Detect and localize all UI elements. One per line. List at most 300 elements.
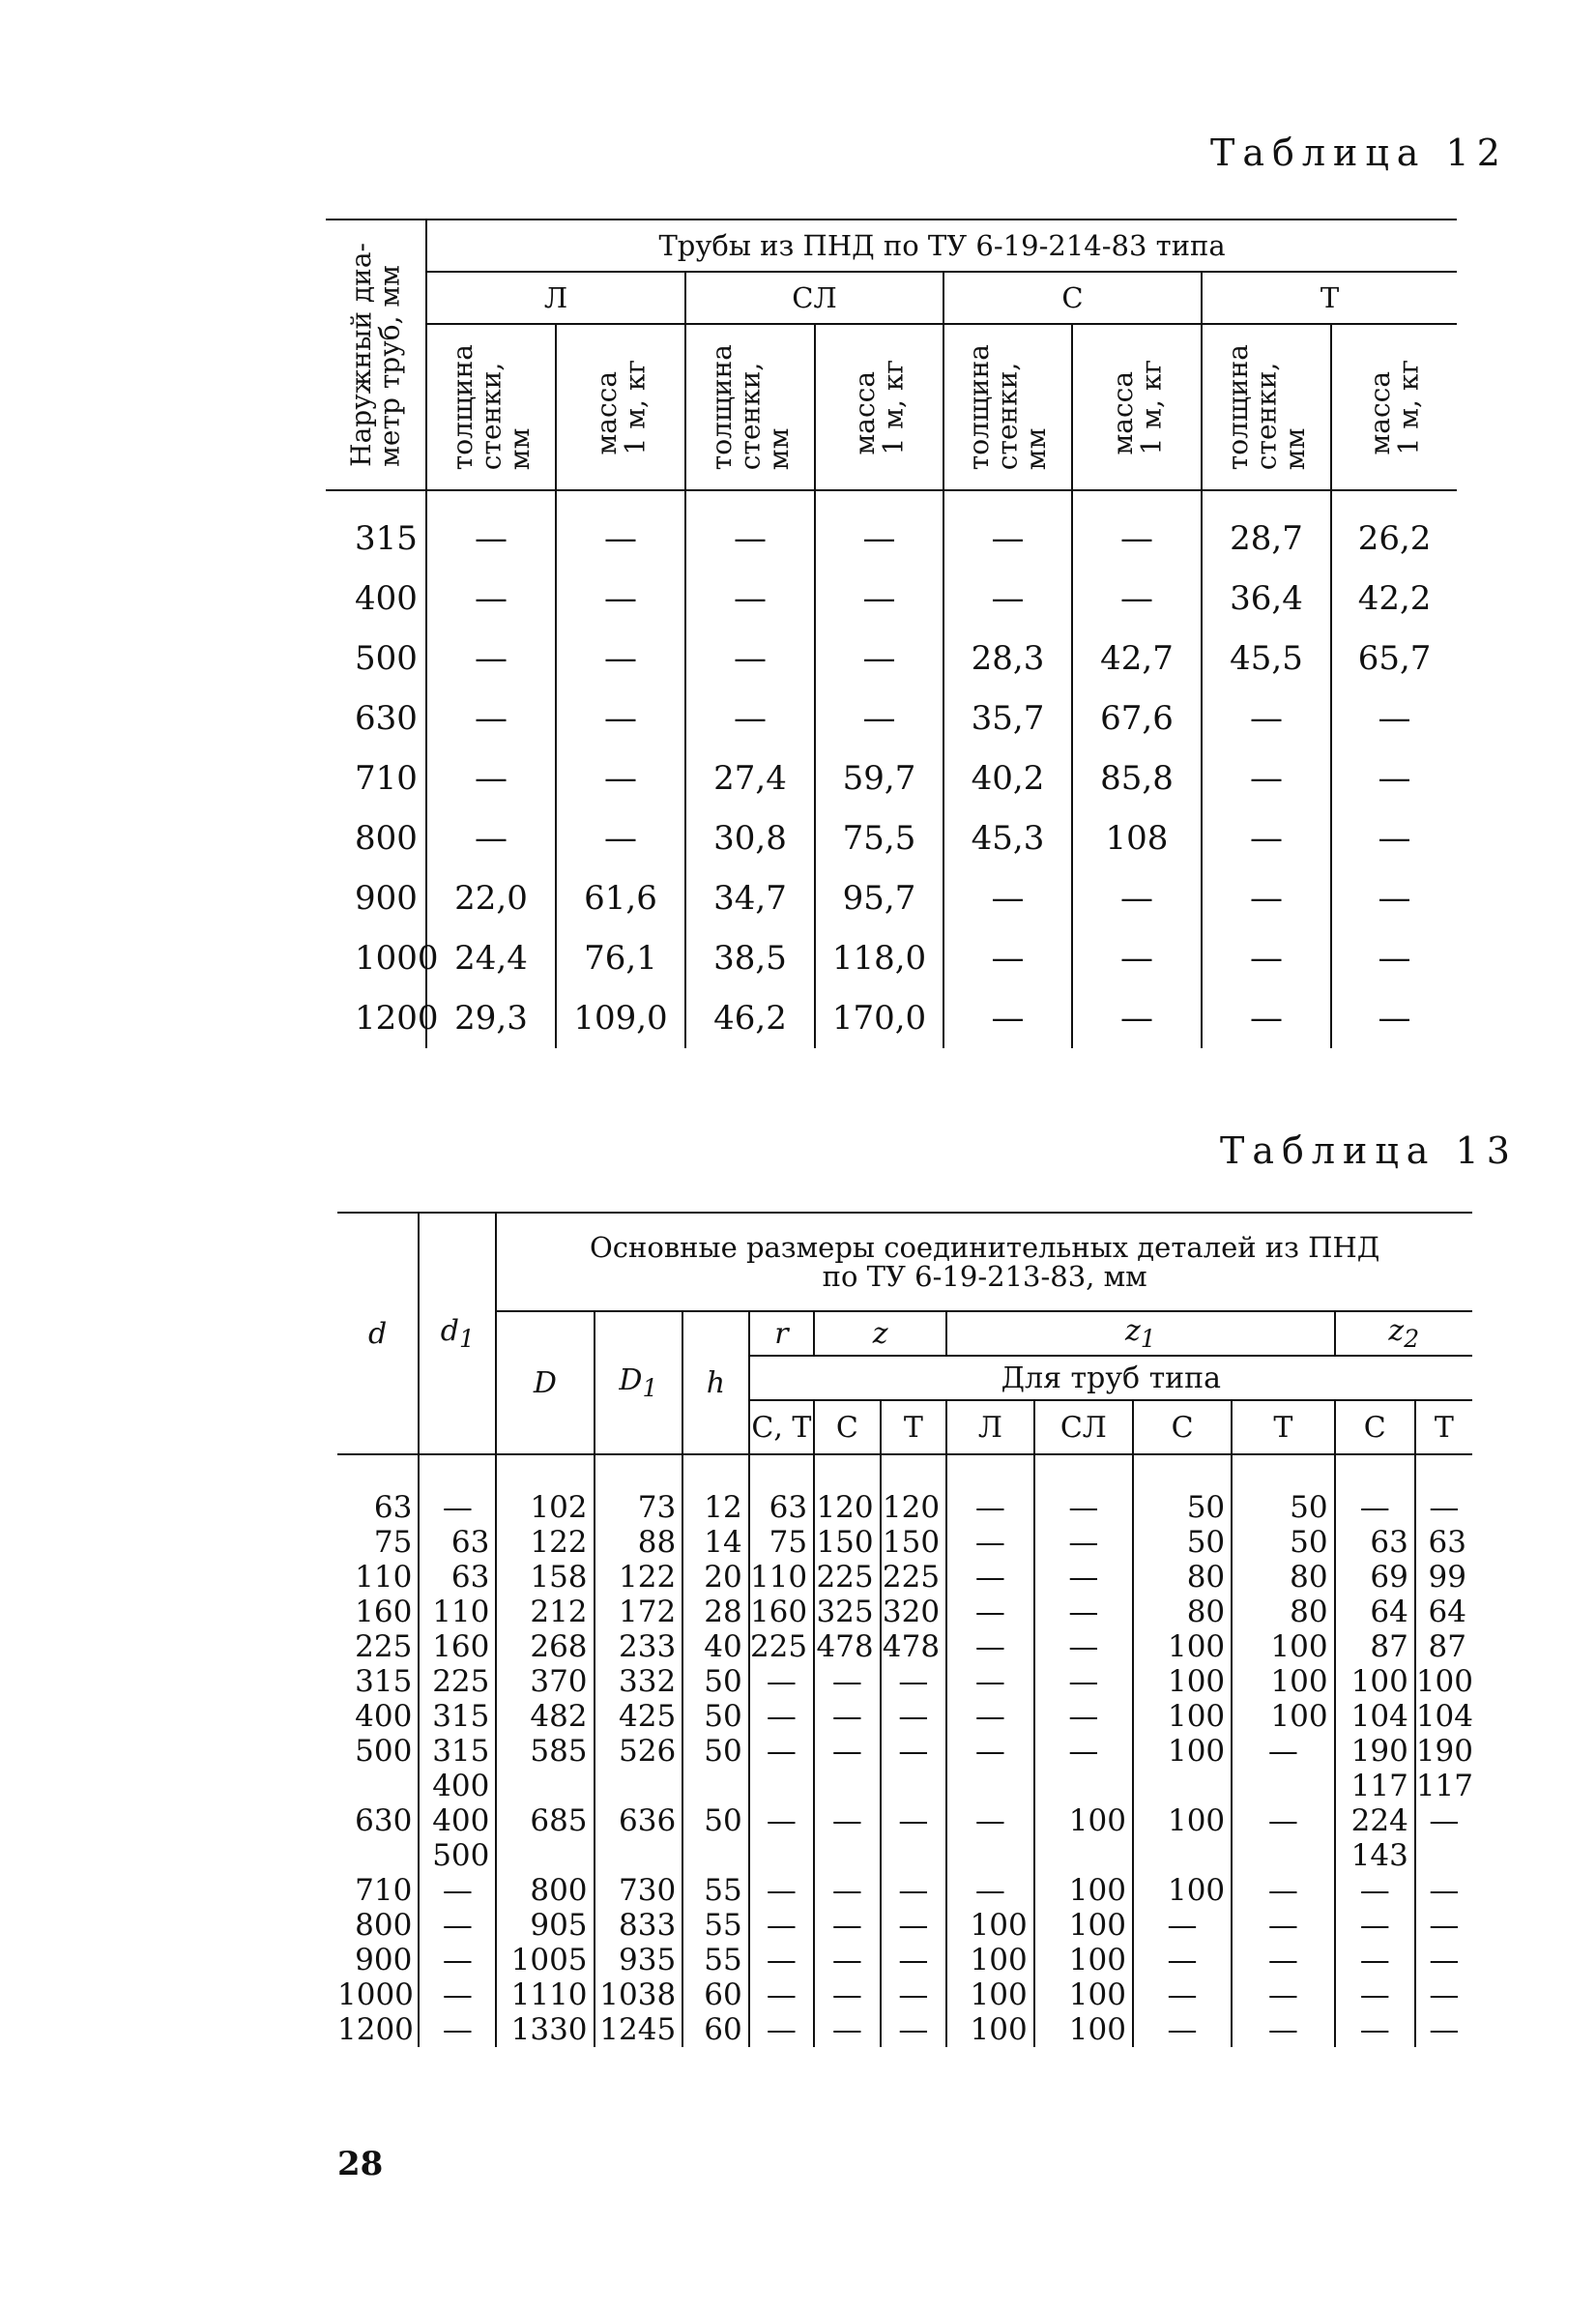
table-row bbox=[326, 928, 1457, 988]
diameter-cell: 315 bbox=[355, 1664, 413, 1699]
value-cell: — bbox=[1034, 1525, 1133, 1560]
value-cell: — bbox=[1072, 928, 1202, 988]
value-cell: — bbox=[943, 868, 1072, 928]
value-cell: 320 bbox=[881, 1595, 946, 1629]
table-row bbox=[337, 1803, 1472, 1838]
col-h-header: h bbox=[682, 1311, 748, 1454]
value-cell: — bbox=[814, 1977, 880, 2012]
col-D1-header: $D_1$ bbox=[595, 1311, 683, 1454]
diameter-cell: 800 bbox=[355, 1908, 413, 1943]
value-cell: — bbox=[943, 928, 1072, 988]
value-cell: 478 bbox=[814, 1629, 880, 1664]
value-cell: 636 bbox=[595, 1803, 683, 1838]
value-cell bbox=[814, 1838, 880, 1873]
value-cell: — bbox=[749, 1873, 814, 1908]
value-cell: 400 bbox=[419, 1803, 496, 1838]
value-cell: 50 bbox=[682, 1803, 748, 1838]
value-cell: — bbox=[943, 569, 1072, 629]
value-cell: — bbox=[1072, 868, 1202, 928]
value-cell: 104 bbox=[1415, 1699, 1473, 1734]
value-cell: 224 bbox=[1335, 1803, 1415, 1838]
diameter-cell: 1200 bbox=[337, 2012, 414, 2047]
value-cell: 100 bbox=[946, 1908, 1034, 1943]
value-cell: — bbox=[1034, 1595, 1133, 1629]
value-cell: 325 bbox=[814, 1595, 880, 1629]
value-cell: — bbox=[1072, 490, 1202, 569]
value-cell: — bbox=[1415, 2012, 1472, 2047]
value-cell: 42,7 bbox=[1072, 629, 1202, 688]
value-cell: — bbox=[556, 629, 685, 688]
table-row bbox=[337, 1838, 1472, 1873]
value-cell: 100 bbox=[1232, 1699, 1334, 1734]
value-cell: 46,2 bbox=[685, 988, 815, 1048]
col-z2-header: $z_2$ bbox=[1335, 1311, 1472, 1356]
value-cell: 100 bbox=[1034, 2012, 1133, 2047]
value-cell: 332 bbox=[595, 1664, 683, 1699]
table-row bbox=[337, 1977, 1472, 2012]
value-cell: 100 bbox=[1034, 1943, 1133, 1977]
table13-caption: Таблица 13 bbox=[1220, 1129, 1518, 1172]
wall-thickness-header: толщина стенки, мм bbox=[1221, 343, 1311, 471]
value-cell: 100 bbox=[1133, 1629, 1232, 1664]
value-cell: — bbox=[815, 688, 943, 748]
col-D-header: D bbox=[496, 1311, 594, 1454]
value-cell: 45,5 bbox=[1202, 629, 1331, 688]
value-cell: 61,6 bbox=[556, 868, 685, 928]
value-cell: — bbox=[685, 490, 815, 569]
value-cell: — bbox=[749, 1664, 814, 1699]
value-cell: — bbox=[1415, 1873, 1472, 1908]
value-cell: 14 bbox=[682, 1525, 748, 1560]
value-cell: 40,2 bbox=[943, 748, 1072, 808]
value-cell: 40 bbox=[682, 1629, 748, 1664]
pipe-type-header: С, Т bbox=[749, 1400, 814, 1454]
value-cell: 170,0 bbox=[815, 988, 943, 1048]
diameter-cell: 800 bbox=[355, 819, 418, 858]
value-cell: — bbox=[881, 1699, 946, 1734]
value-cell: — bbox=[426, 490, 556, 569]
value-cell: 585 bbox=[496, 1734, 594, 1769]
value-cell: 100 bbox=[1133, 1699, 1232, 1734]
value-cell: — bbox=[1415, 1803, 1472, 1838]
value-cell: 73 bbox=[595, 1454, 683, 1525]
value-cell: 100 bbox=[1232, 1629, 1334, 1664]
value-cell: 150 bbox=[814, 1525, 880, 1560]
value-cell: — bbox=[426, 569, 556, 629]
value-cell: 100 bbox=[1133, 1734, 1232, 1769]
diameter-cell: 160 bbox=[355, 1595, 413, 1629]
col-d-header: d bbox=[368, 1316, 388, 1351]
value-cell: — bbox=[749, 1943, 814, 1977]
value-cell: 212 bbox=[496, 1595, 594, 1629]
value-cell: 104 bbox=[1335, 1699, 1415, 1734]
table-row bbox=[337, 1769, 1472, 1803]
value-cell: 28 bbox=[682, 1595, 748, 1629]
value-cell: 69 bbox=[1335, 1560, 1415, 1595]
value-cell: 118,0 bbox=[815, 928, 943, 988]
type-header-SL: СЛ bbox=[685, 272, 943, 324]
diameter-header: Наружный диа- метр труб, мм bbox=[345, 243, 406, 467]
value-cell: — bbox=[1331, 808, 1457, 868]
value-cell: — bbox=[943, 988, 1072, 1048]
value-cell: 102 bbox=[496, 1454, 594, 1525]
value-cell: — bbox=[1034, 1454, 1133, 1525]
value-cell: — bbox=[1331, 868, 1457, 928]
value-cell: 110 bbox=[749, 1560, 814, 1595]
value-cell: — bbox=[419, 2012, 496, 2047]
value-cell: 100 bbox=[1232, 1664, 1334, 1699]
value-cell bbox=[881, 1838, 946, 1873]
wall-thickness-header: толщина стенки, мм bbox=[705, 343, 795, 471]
value-cell: — bbox=[1232, 1977, 1334, 2012]
value-cell: 100 bbox=[1133, 1664, 1232, 1699]
diameter-cell: 630 bbox=[355, 699, 418, 738]
diameter-cell: 710 bbox=[355, 759, 418, 798]
value-cell: 109,0 bbox=[556, 988, 685, 1048]
value-cell: 28,3 bbox=[943, 629, 1072, 688]
value-cell: 100 bbox=[1034, 1977, 1133, 2012]
value-cell: — bbox=[1335, 1454, 1415, 1525]
value-cell: 143 bbox=[1335, 1838, 1415, 1873]
value-cell: — bbox=[1232, 1873, 1334, 1908]
table-row bbox=[337, 1525, 1472, 1560]
value-cell: — bbox=[749, 1977, 814, 2012]
value-cell: 55 bbox=[682, 1943, 748, 1977]
value-cell bbox=[1133, 1838, 1232, 1873]
table-row bbox=[337, 1699, 1472, 1734]
value-cell: — bbox=[1034, 1629, 1133, 1664]
table-row bbox=[337, 1595, 1472, 1629]
value-cell: 233 bbox=[595, 1629, 683, 1664]
value-cell: — bbox=[1335, 1943, 1415, 1977]
value-cell: — bbox=[1415, 1943, 1472, 1977]
value-cell: — bbox=[1202, 928, 1331, 988]
value-cell: 478 bbox=[881, 1629, 946, 1664]
value-cell: 87 bbox=[1415, 1629, 1472, 1664]
value-cell: 85,8 bbox=[1072, 748, 1202, 808]
value-cell: 75 bbox=[749, 1525, 814, 1560]
pipe-type-header: Т bbox=[1232, 1400, 1334, 1454]
value-cell: 95,7 bbox=[815, 868, 943, 928]
value-cell: 80 bbox=[1133, 1560, 1232, 1595]
value-cell: — bbox=[1072, 569, 1202, 629]
value-cell: 110 bbox=[419, 1595, 496, 1629]
value-cell: — bbox=[419, 1873, 496, 1908]
table-row bbox=[337, 1629, 1472, 1664]
value-cell: — bbox=[1331, 928, 1457, 988]
value-cell: 50 bbox=[1232, 1454, 1334, 1525]
value-cell: — bbox=[946, 1664, 1034, 1699]
value-cell: — bbox=[749, 1734, 814, 1769]
value-cell: — bbox=[815, 569, 943, 629]
value-cell: 1005 bbox=[496, 1943, 594, 1977]
value-cell: 88 bbox=[595, 1525, 683, 1560]
value-cell bbox=[496, 1838, 594, 1873]
value-cell: 1330 bbox=[496, 2012, 594, 2047]
table-row bbox=[326, 808, 1457, 868]
diameter-cell: 63 bbox=[373, 1490, 413, 1525]
value-cell: — bbox=[881, 1908, 946, 1943]
value-cell: — bbox=[814, 1803, 880, 1838]
table-row bbox=[337, 1873, 1472, 1908]
table13 bbox=[337, 1212, 1472, 2047]
value-cell bbox=[595, 1838, 683, 1873]
value-cell: 100 bbox=[1133, 1803, 1232, 1838]
value-cell: 100 bbox=[1133, 1873, 1232, 1908]
wall-thickness-header: толщина стенки, мм bbox=[446, 343, 536, 471]
value-cell: — bbox=[814, 2012, 880, 2047]
value-cell: 75,5 bbox=[815, 808, 943, 868]
value-cell: — bbox=[1232, 2012, 1334, 2047]
value-cell: 100 bbox=[1034, 1803, 1133, 1838]
mass-header: масса 1 м, кг bbox=[849, 359, 910, 455]
table-row bbox=[337, 1908, 1472, 1943]
value-cell: — bbox=[946, 1454, 1034, 1525]
diameter-cell bbox=[337, 1769, 419, 1803]
value-cell: 225 bbox=[419, 1664, 496, 1699]
value-cell: 225 bbox=[749, 1629, 814, 1664]
value-cell: — bbox=[685, 569, 815, 629]
value-cell: 42,2 bbox=[1331, 569, 1457, 629]
table-row bbox=[337, 1454, 1472, 1525]
value-cell: — bbox=[1331, 748, 1457, 808]
value-cell bbox=[1034, 1838, 1133, 1873]
value-cell: — bbox=[1232, 1908, 1334, 1943]
value-cell: — bbox=[946, 1699, 1034, 1734]
diameter-cell: 75 bbox=[373, 1525, 413, 1560]
table12-caption: Таблица 12 bbox=[1210, 132, 1508, 174]
value-cell: 29,3 bbox=[426, 988, 556, 1048]
value-cell: — bbox=[1202, 688, 1331, 748]
diameter-cell: 500 bbox=[355, 1734, 413, 1769]
value-cell: — bbox=[1331, 688, 1457, 748]
value-cell: — bbox=[749, 1699, 814, 1734]
value-cell: — bbox=[1133, 1977, 1232, 2012]
value-cell: — bbox=[556, 808, 685, 868]
value-cell: — bbox=[1232, 1943, 1334, 1977]
value-cell: 685 bbox=[496, 1803, 594, 1838]
value-cell bbox=[1415, 1838, 1472, 1873]
value-cell: — bbox=[881, 1664, 946, 1699]
value-cell: 526 bbox=[595, 1734, 683, 1769]
value-cell bbox=[682, 1838, 748, 1873]
value-cell: 400 bbox=[419, 1769, 496, 1803]
value-cell: 63 bbox=[419, 1525, 496, 1560]
value-cell: 59,7 bbox=[815, 748, 943, 808]
value-cell: 36,4 bbox=[1202, 569, 1331, 629]
diameter-cell: 1000 bbox=[355, 939, 439, 978]
col-r-header: r bbox=[749, 1311, 814, 1356]
value-cell: 55 bbox=[682, 1873, 748, 1908]
value-cell: 100 bbox=[1415, 1664, 1473, 1699]
value-cell: 63 bbox=[1335, 1525, 1415, 1560]
wall-thickness-header: толщина стенки, мм bbox=[963, 343, 1053, 471]
value-cell: 160 bbox=[419, 1629, 496, 1664]
value-cell: 60 bbox=[682, 1977, 748, 2012]
value-cell: — bbox=[814, 1699, 880, 1734]
value-cell: — bbox=[881, 1734, 946, 1769]
value-cell: 50 bbox=[1232, 1525, 1334, 1560]
value-cell: — bbox=[426, 629, 556, 688]
value-cell: — bbox=[1202, 748, 1331, 808]
value-cell: 1110 bbox=[496, 1977, 594, 2012]
value-cell: — bbox=[1415, 1454, 1472, 1525]
value-cell: 50 bbox=[1133, 1525, 1232, 1560]
table-row bbox=[326, 868, 1457, 928]
value-cell: 100 bbox=[1335, 1664, 1415, 1699]
value-cell: — bbox=[814, 1908, 880, 1943]
value-cell: — bbox=[1331, 988, 1457, 1048]
value-cell bbox=[1133, 1769, 1232, 1803]
col-d1-header: $d_1$ bbox=[419, 1213, 496, 1454]
value-cell: 80 bbox=[1133, 1595, 1232, 1629]
value-cell bbox=[749, 1769, 814, 1803]
table-row bbox=[337, 1734, 1472, 1769]
value-cell: 27,4 bbox=[685, 748, 815, 808]
pipe-type-label: Для труб типа bbox=[749, 1356, 1472, 1400]
value-cell: 117 bbox=[1415, 1769, 1473, 1803]
value-cell: — bbox=[685, 688, 815, 748]
value-cell: 935 bbox=[595, 1943, 683, 1977]
mass-header: масса 1 м, кг bbox=[1106, 359, 1167, 455]
value-cell: — bbox=[946, 1629, 1034, 1664]
value-cell: — bbox=[881, 1873, 946, 1908]
diameter-cell: 225 bbox=[355, 1629, 413, 1664]
value-cell: — bbox=[556, 490, 685, 569]
table-row bbox=[326, 490, 1457, 569]
value-cell: — bbox=[1232, 1803, 1334, 1838]
value-cell: — bbox=[815, 490, 943, 569]
col-z1-header: $z_1$ bbox=[946, 1311, 1334, 1356]
value-cell: 64 bbox=[1335, 1595, 1415, 1629]
value-cell: 100 bbox=[946, 1977, 1034, 2012]
value-cell: — bbox=[1335, 2012, 1415, 2047]
value-cell: 63 bbox=[419, 1560, 496, 1595]
value-cell: 22,0 bbox=[426, 868, 556, 928]
value-cell: 26,2 bbox=[1331, 490, 1457, 569]
diameter-cell bbox=[337, 1838, 419, 1873]
value-cell: 158 bbox=[496, 1560, 594, 1595]
value-cell: 730 bbox=[595, 1873, 683, 1908]
value-cell: — bbox=[1133, 1908, 1232, 1943]
value-cell: 160 bbox=[749, 1595, 814, 1629]
value-cell bbox=[749, 1838, 814, 1873]
value-cell: — bbox=[1202, 988, 1331, 1048]
value-cell: 100 bbox=[1034, 1873, 1133, 1908]
value-cell: 482 bbox=[496, 1699, 594, 1734]
table-row bbox=[337, 1560, 1472, 1595]
value-cell: 38,5 bbox=[685, 928, 815, 988]
value-cell: — bbox=[881, 2012, 946, 2047]
pipe-type-header: С bbox=[814, 1400, 880, 1454]
value-cell: — bbox=[946, 1525, 1034, 1560]
value-cell bbox=[1232, 1769, 1334, 1803]
value-cell: 80 bbox=[1232, 1560, 1334, 1595]
value-cell: 76,1 bbox=[556, 928, 685, 988]
diameter-cell: 1000 bbox=[337, 1977, 414, 2012]
value-cell: — bbox=[749, 1803, 814, 1838]
value-cell: 64 bbox=[1415, 1595, 1472, 1629]
value-cell: — bbox=[419, 1943, 496, 1977]
type-header-S: С bbox=[943, 272, 1202, 324]
value-cell: — bbox=[881, 1977, 946, 2012]
type-header-L: Л bbox=[426, 272, 685, 324]
value-cell: 425 bbox=[595, 1699, 683, 1734]
value-cell: 100 bbox=[946, 1943, 1034, 1977]
value-cell: 80 bbox=[1232, 1595, 1334, 1629]
value-cell: 370 bbox=[496, 1664, 594, 1699]
value-cell: 45,3 bbox=[943, 808, 1072, 868]
value-cell: 150 bbox=[881, 1525, 946, 1560]
value-cell: — bbox=[1202, 808, 1331, 868]
value-cell: 315 bbox=[419, 1699, 496, 1734]
value-cell: 122 bbox=[595, 1560, 683, 1595]
value-cell: — bbox=[946, 1595, 1034, 1629]
value-cell: 800 bbox=[496, 1873, 594, 1908]
value-cell: — bbox=[419, 1454, 496, 1525]
value-cell: 120 bbox=[881, 1454, 946, 1525]
value-cell: — bbox=[946, 1560, 1034, 1595]
value-cell: 268 bbox=[496, 1629, 594, 1664]
value-cell: — bbox=[814, 1873, 880, 1908]
value-cell: — bbox=[556, 688, 685, 748]
value-cell: — bbox=[1335, 1977, 1415, 2012]
page-number: 28 bbox=[337, 2145, 384, 2183]
value-cell: — bbox=[1133, 1943, 1232, 1977]
value-cell: — bbox=[1232, 1734, 1334, 1769]
value-cell: — bbox=[1415, 1977, 1472, 2012]
table-row bbox=[326, 988, 1457, 1048]
value-cell: 50 bbox=[1133, 1454, 1232, 1525]
value-cell: 65,7 bbox=[1331, 629, 1457, 688]
diameter-cell: 400 bbox=[355, 1699, 413, 1734]
value-cell: — bbox=[426, 748, 556, 808]
value-cell: 87 bbox=[1335, 1629, 1415, 1664]
value-cell: — bbox=[814, 1734, 880, 1769]
value-cell: 905 bbox=[496, 1908, 594, 1943]
value-cell: — bbox=[881, 1943, 946, 1977]
value-cell: — bbox=[1034, 1734, 1133, 1769]
value-cell: — bbox=[556, 748, 685, 808]
value-cell: 20 bbox=[682, 1560, 748, 1595]
table12-group-title: Трубы из ПНД по ТУ 6-19-214-83 типа bbox=[426, 220, 1457, 272]
value-cell: 120 bbox=[814, 1454, 880, 1525]
table-row bbox=[337, 1664, 1472, 1699]
value-cell: — bbox=[1415, 1908, 1472, 1943]
value-cell: — bbox=[749, 2012, 814, 2047]
value-cell: 315 bbox=[419, 1734, 496, 1769]
diameter-cell: 630 bbox=[355, 1803, 413, 1838]
value-cell: 50 bbox=[682, 1734, 748, 1769]
value-cell: — bbox=[426, 688, 556, 748]
value-cell bbox=[1034, 1769, 1133, 1803]
value-cell: — bbox=[814, 1943, 880, 1977]
table-row bbox=[326, 569, 1457, 629]
pipe-type-header: СЛ bbox=[1034, 1400, 1133, 1454]
value-cell: — bbox=[1202, 868, 1331, 928]
value-cell: 63 bbox=[749, 1454, 814, 1525]
value-cell: 190 bbox=[1335, 1734, 1415, 1769]
value-cell bbox=[595, 1769, 683, 1803]
pipe-type-header: С bbox=[1335, 1400, 1415, 1454]
diameter-cell: 400 bbox=[355, 579, 418, 618]
value-cell: 99 bbox=[1415, 1560, 1472, 1595]
value-cell: 122 bbox=[496, 1525, 594, 1560]
value-cell: 1245 bbox=[595, 2012, 683, 2047]
value-cell: — bbox=[881, 1803, 946, 1838]
value-cell bbox=[496, 1769, 594, 1803]
value-cell: — bbox=[946, 1873, 1034, 1908]
